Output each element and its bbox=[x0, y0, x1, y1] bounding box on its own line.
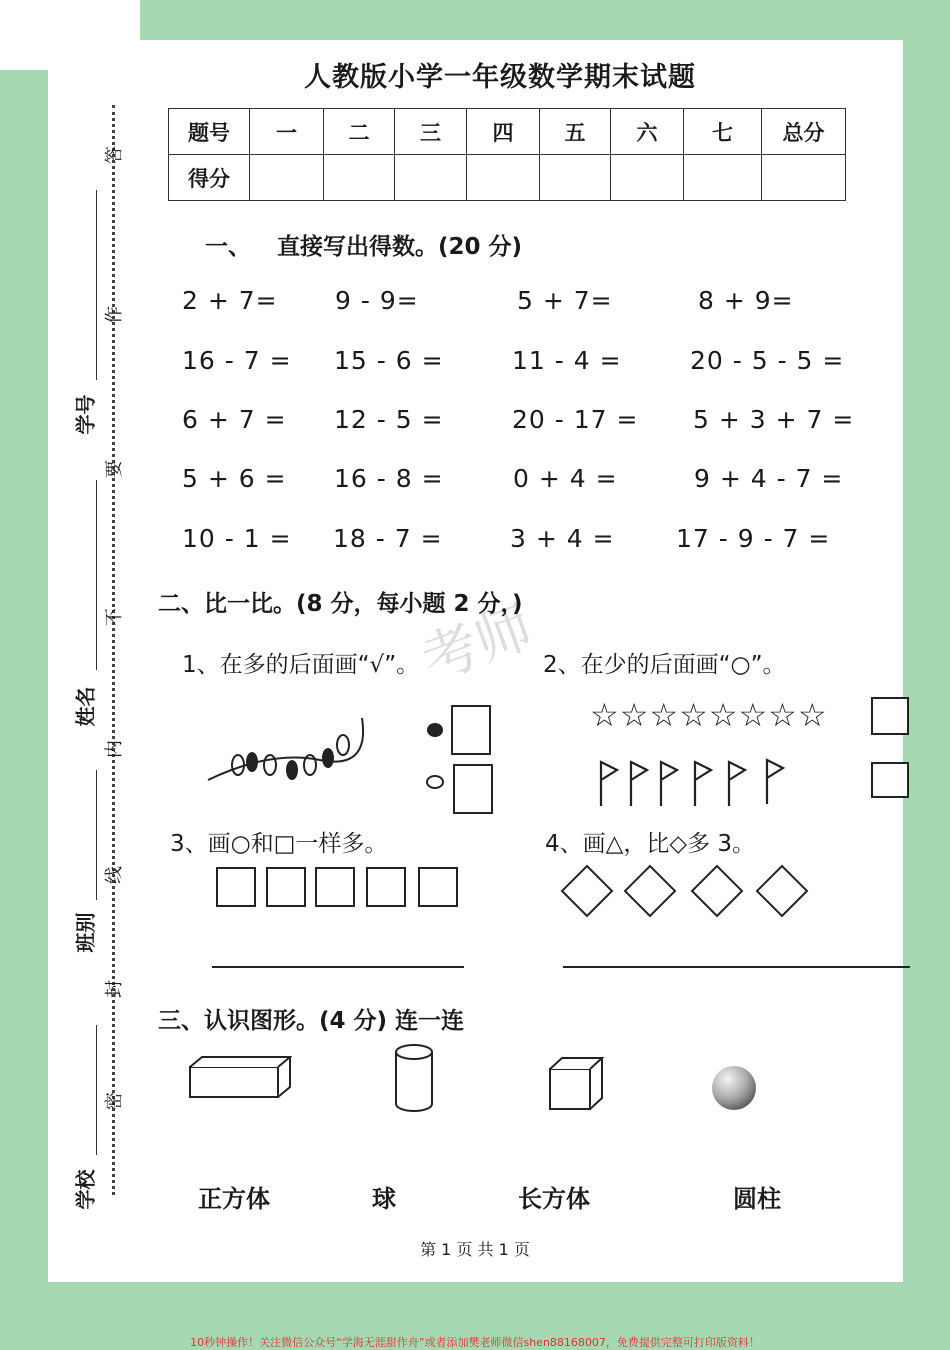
equation: 5 + 3 + 7 = bbox=[693, 405, 855, 434]
table-cell: 得分 bbox=[169, 155, 250, 201]
school-field-line[interactable] bbox=[96, 1025, 97, 1155]
class-label: 班别 bbox=[73, 912, 98, 953]
seal-char: 封 bbox=[104, 980, 125, 998]
school-label: 学校 bbox=[73, 1169, 98, 1210]
score-input-cell[interactable] bbox=[324, 155, 395, 201]
sphere-icon bbox=[710, 1064, 758, 1112]
equation: 15 - 6 = bbox=[334, 346, 444, 375]
equation: 2 + 7= bbox=[182, 286, 278, 315]
promo-text: 10秒钟操作！关注微信公众号“学海无涯甜作舟”或者添加樊老师微信shen88168007，免费提供完整可打印版资料！ bbox=[190, 1336, 760, 1349]
cube-icon bbox=[548, 1055, 606, 1113]
equation: 0 + 4 = bbox=[513, 464, 618, 493]
stars-row: ☆☆☆☆☆☆☆☆ bbox=[590, 696, 828, 734]
section1-number: 一、 bbox=[205, 234, 251, 260]
answer-line[interactable] bbox=[212, 966, 464, 968]
table-cell: 总分 bbox=[762, 109, 846, 155]
seal-char: 作 bbox=[104, 306, 125, 324]
seal-dotted-line bbox=[112, 105, 115, 1195]
id-field-line[interactable] bbox=[96, 190, 97, 380]
square-shape bbox=[216, 867, 256, 907]
class-field-line[interactable] bbox=[96, 770, 97, 900]
seal-char: 答 bbox=[104, 146, 125, 164]
equation: 8 + 9= bbox=[698, 286, 794, 315]
cylinder-icon bbox=[393, 1042, 435, 1114]
answer-box[interactable] bbox=[451, 705, 491, 755]
name-label: 姓名 bbox=[73, 686, 98, 727]
equation: 6 + 7 = bbox=[182, 405, 287, 434]
table-cell: 题号 bbox=[169, 109, 250, 155]
equation: 12 - 5 = bbox=[334, 405, 444, 434]
section2-heading: 二、比一比。(8 分，每小题 2 分，) bbox=[158, 591, 523, 617]
score-input-cell[interactable] bbox=[250, 155, 324, 201]
table-cell: 六 bbox=[611, 109, 684, 155]
question-1: 1、在多的后面画“√”。 bbox=[182, 652, 420, 678]
section3-heading: 三、认识图形。(4 分) 连一连 bbox=[158, 1008, 465, 1034]
question-3: 3、画○和□一样多。 bbox=[170, 831, 388, 857]
score-input-cell[interactable] bbox=[540, 155, 611, 201]
beads-on-wire-icon bbox=[200, 710, 370, 790]
black-bead-icon bbox=[425, 720, 445, 740]
flags-row-icon bbox=[595, 758, 795, 808]
equation: 3 + 4 = bbox=[510, 524, 615, 553]
answer-box[interactable] bbox=[453, 764, 493, 814]
shape-name-label: 球 bbox=[372, 1185, 396, 1213]
table-cell: 四 bbox=[467, 109, 540, 155]
question-2: 2、在少的后面画“○”。 bbox=[543, 652, 786, 678]
score-table-header-row bbox=[169, 109, 846, 155]
answer-line[interactable] bbox=[563, 966, 910, 968]
name-field-line[interactable] bbox=[96, 480, 97, 670]
diamonds-row-icon bbox=[560, 862, 812, 920]
watermark: 考师 bbox=[413, 594, 542, 694]
equation: 11 - 4 = bbox=[512, 346, 622, 375]
score-input-cell[interactable] bbox=[762, 155, 846, 201]
white-bead-icon bbox=[425, 772, 445, 792]
square-shape bbox=[418, 867, 458, 907]
table-cell: 五 bbox=[540, 109, 611, 155]
equation: 16 - 7 = bbox=[182, 346, 292, 375]
equation: 20 - 5 - 5 = bbox=[690, 346, 845, 375]
score-table bbox=[168, 108, 846, 201]
equation: 17 - 9 - 7 = bbox=[676, 524, 831, 553]
score-table-score-row bbox=[169, 155, 846, 201]
seal-char: 内 bbox=[104, 740, 125, 758]
cuboid-icon bbox=[188, 1055, 292, 1101]
equation: 9 - 9= bbox=[335, 286, 419, 315]
score-input-cell[interactable] bbox=[611, 155, 684, 201]
equation: 10 - 1 = bbox=[182, 524, 292, 553]
shape-name-label: 圆柱 bbox=[733, 1185, 781, 1213]
question-4: 4、画△，比◇多 3。 bbox=[545, 831, 755, 857]
table-cell: 三 bbox=[395, 109, 467, 155]
equation: 9 + 4 - 7 = bbox=[694, 464, 844, 493]
seal-char: 要 bbox=[104, 460, 125, 478]
page-title: 人教版小学一年级数学期末试题 bbox=[304, 62, 696, 93]
square-shape bbox=[366, 867, 406, 907]
answer-box[interactable] bbox=[871, 697, 909, 735]
seal-char: 密 bbox=[104, 1092, 125, 1110]
table-cell: 二 bbox=[324, 109, 395, 155]
square-shape bbox=[315, 867, 355, 907]
table-cell: 七 bbox=[684, 109, 762, 155]
equation: 18 - 7 = bbox=[333, 524, 443, 553]
shape-name-label: 正方体 bbox=[198, 1185, 270, 1213]
score-input-cell[interactable] bbox=[467, 155, 540, 201]
equation: 5 + 7= bbox=[517, 286, 613, 315]
equation: 16 - 8 = bbox=[334, 464, 444, 493]
page-footer: 第 1 页 共 1 页 bbox=[420, 1240, 530, 1259]
score-input-cell[interactable] bbox=[395, 155, 467, 201]
student-id-label: 学号 bbox=[73, 394, 98, 435]
section1-heading: 直接写出得数。(20 分) bbox=[277, 234, 523, 260]
seal-char: 线 bbox=[104, 866, 125, 884]
equation: 5 + 6 = bbox=[182, 464, 287, 493]
score-input-cell[interactable] bbox=[684, 155, 762, 201]
shape-name-label: 长方体 bbox=[518, 1185, 590, 1213]
answer-box[interactable] bbox=[871, 762, 909, 798]
table-cell: 一 bbox=[250, 109, 324, 155]
equation: 20 - 17 = bbox=[512, 405, 639, 434]
square-shape bbox=[266, 867, 306, 907]
seal-char: 不 bbox=[104, 608, 125, 626]
